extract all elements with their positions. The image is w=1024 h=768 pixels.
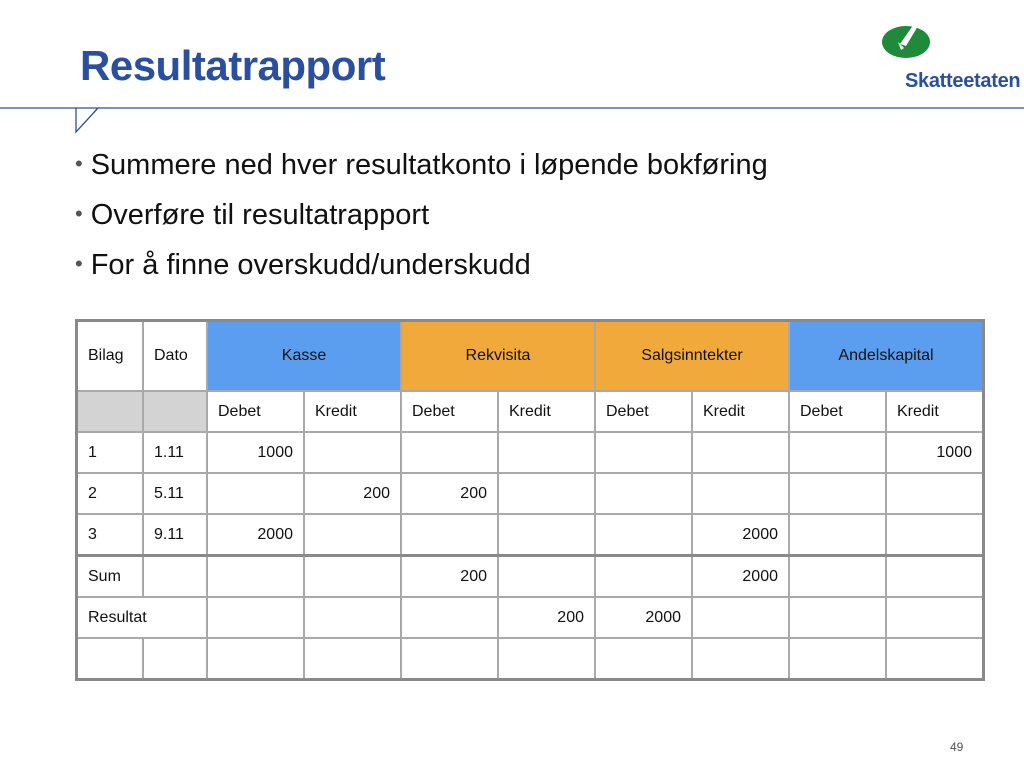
cell-value: 200 [304,473,401,514]
table-subheader-row [77,391,984,432]
cell-blank [143,638,207,680]
page-number: 49 [950,740,964,754]
bullet-list [75,140,768,290]
cell-value: 2000 [595,597,692,638]
cell-blank [77,638,144,680]
cell-value [304,514,401,556]
subheader-kredit: Kredit [498,391,595,432]
cell-sum-label: Sum [77,556,144,598]
cell-value [595,514,692,556]
header-account-kasse: Kasse [207,321,401,392]
cell-value: 200 [401,473,498,514]
bullet-text: Overføre til resultatrapport [90,199,430,231]
cell-value [207,597,304,638]
cell-value [886,556,984,598]
cell-blank [143,556,207,598]
subheader-debet: Debet [207,391,304,432]
bullet-dot-icon: • [75,151,83,176]
header-account-salgsinntekter: Salgsinntekter [595,321,789,392]
cell-value [401,514,498,556]
cell-blank [207,638,304,680]
bullet-text: For å finne overskudd/underskudd [90,249,531,281]
table-row [77,514,984,556]
cell-value [304,432,401,473]
cell-value [886,514,984,556]
header-bilag: Bilag [77,321,144,392]
cell-value [789,432,886,473]
cell-value: 1000 [207,432,304,473]
cell-value [498,514,595,556]
bullet-text: Summere ned hver resultatkonto i løpende bokføring [90,149,768,181]
cell-dato: 1.11 [143,432,207,473]
cell-value [692,473,789,514]
cell-value [692,432,789,473]
bullet-dot-icon: • [75,201,83,226]
slide-title: Resultatrapport [80,42,386,89]
cell-value [207,473,304,514]
bullet-item [75,240,768,290]
cell-bilag: 3 [77,514,144,556]
cell-value [595,432,692,473]
header-dato: Dato [143,321,207,392]
table-row [77,432,984,473]
header-account-rekvisita: Rekvisita [401,321,595,392]
cell-blank [498,638,595,680]
cell-value [789,473,886,514]
cell-value: 200 [498,597,595,638]
table-header-row [77,321,984,392]
cell-resultat-label: Resultat [77,597,208,638]
cell-dato: 9.11 [143,514,207,556]
subheader-blank-cell [77,391,144,432]
cell-value: 2000 [692,514,789,556]
ledger-table [75,319,985,681]
cell-value [595,473,692,514]
cell-value [401,597,498,638]
logo-text: Skatteetaten [905,70,1021,92]
table-row [77,473,984,514]
subheader-debet: Debet [401,391,498,432]
cell-value: 2000 [692,556,789,598]
cell-value [498,473,595,514]
cell-value [207,556,304,598]
cell-value [789,514,886,556]
header-account-andelskapital: Andelskapital [789,321,984,392]
subheader-kredit: Kredit [304,391,401,432]
cell-value [692,597,789,638]
cell-value [498,432,595,473]
cell-bilag: 2 [77,473,144,514]
bullet-item [75,190,768,240]
cell-value [886,473,984,514]
bullet-item [75,140,768,190]
cell-blank [692,638,789,680]
table-resultat-row [77,597,984,638]
cell-value: 2000 [207,514,304,556]
cell-value [498,556,595,598]
cell-bilag: 1 [77,432,144,473]
subheader-blank-cell [143,391,207,432]
cell-value: 1000 [886,432,984,473]
cell-value [401,432,498,473]
subheader-kredit: Kredit [886,391,984,432]
cell-value [886,597,984,638]
table-sum-row [77,556,984,598]
cell-value: 200 [401,556,498,598]
cell-blank [886,638,984,680]
subheader-kredit: Kredit [692,391,789,432]
cell-blank [789,638,886,680]
cell-value [595,556,692,598]
cell-dato: 5.11 [143,473,207,514]
cell-blank [304,638,401,680]
cell-value [789,556,886,598]
cell-blank [401,638,498,680]
cell-value [304,597,401,638]
subheader-debet: Debet [595,391,692,432]
cell-blank [595,638,692,680]
table-empty-row [77,638,984,680]
cell-value [304,556,401,598]
bullet-dot-icon: • [75,251,83,276]
cell-value [789,597,886,638]
subheader-debet: Debet [789,391,886,432]
